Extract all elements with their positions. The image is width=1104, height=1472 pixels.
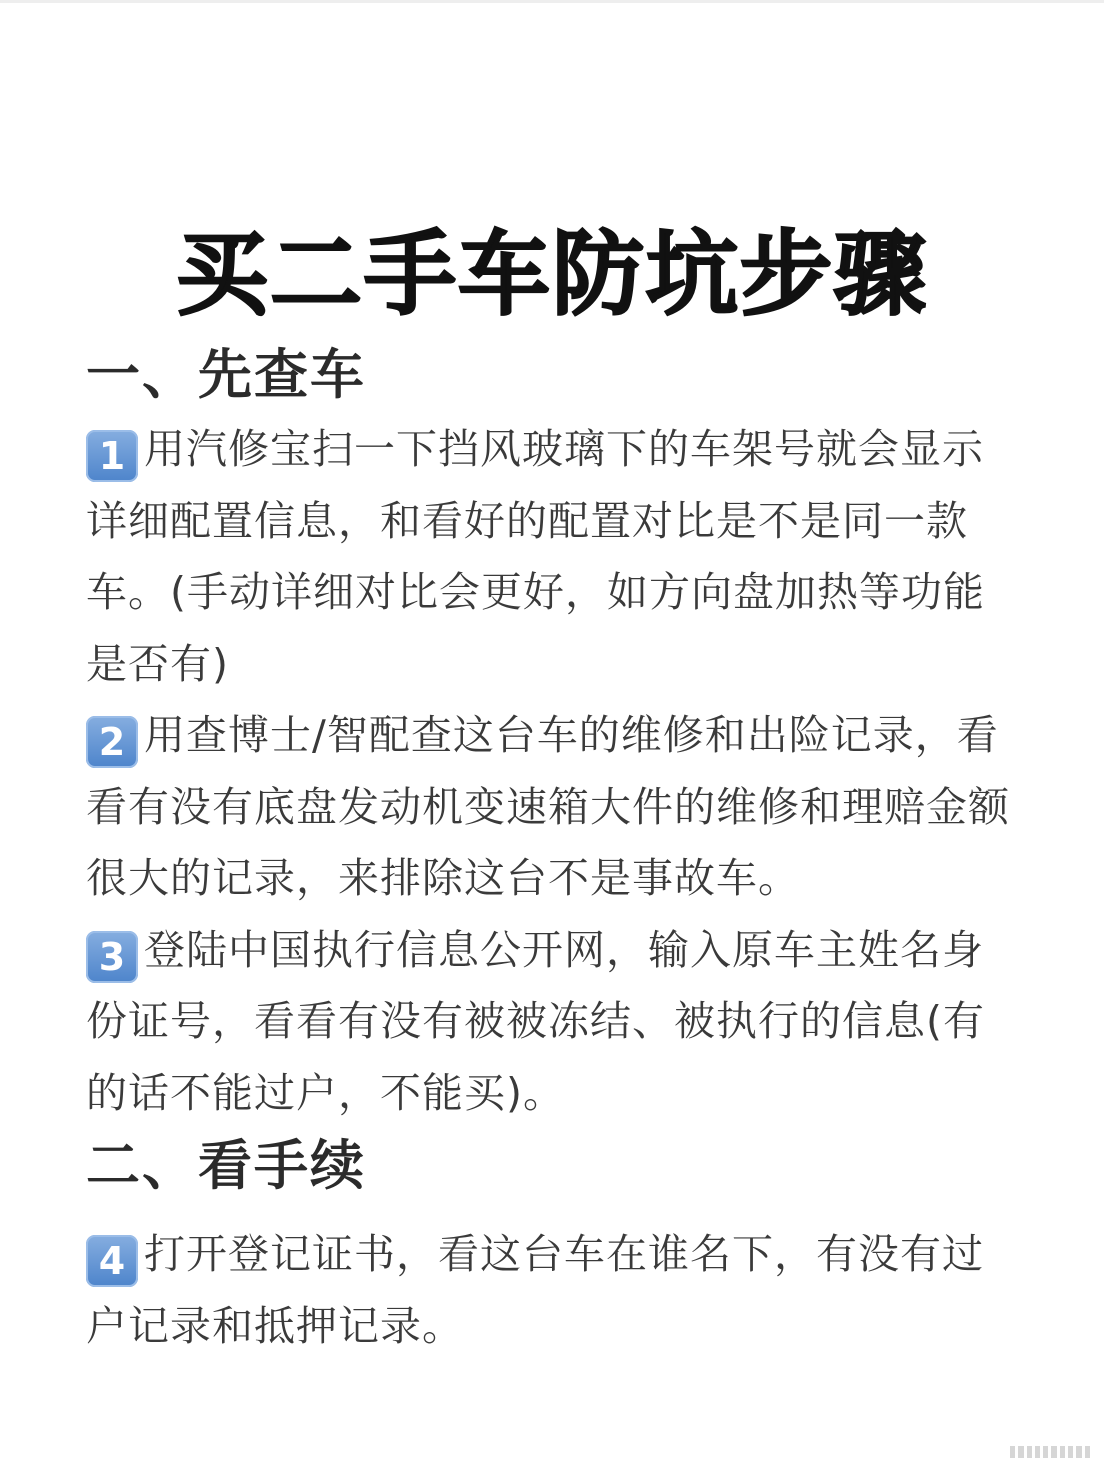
step-3 [86, 915, 1016, 1130]
number-1-icon: 1 [86, 430, 138, 482]
step-1-text: 用汽修宝扫一下挡风玻璃下的车架号就会显示详细配置信息，和看好的配置对比是不是同一款车。(手动详细对比会更好，如方向盘加热等功能是否有) [86, 425, 985, 688]
step-4 [86, 1219, 1016, 1362]
article-body [86, 330, 1016, 1362]
step-1 [86, 414, 1016, 700]
step-3-text: 登陆中国执行信息公开网，输入原车主姓名身份证号，看看有没有被被冻结、被执行的信息(有的话不能过户，不能买)。 [86, 925, 985, 1117]
watermark-icon [1010, 1446, 1090, 1458]
page-title: 买二手车防坑步骤 [175, 220, 928, 328]
number-3-icon: 3 [86, 931, 138, 983]
section-heading-check-car: 一、先查车 [86, 343, 366, 406]
number-4-icon: 4 [86, 1235, 138, 1287]
section-heading-check-paperwork: 二、看手续 [86, 1134, 366, 1197]
step-2-text: 用查博士/智配查这台车的维修和出险记录，看看有没有底盘发动机变速箱大件的维修和理赔金额很大的记录，来排除这台不是事故车。 [86, 711, 1010, 902]
step-2 [86, 700, 1016, 915]
step-4-text: 打开登记证书，看这台车在谁名下，有没有过户记录和抵押记录。 [86, 1230, 984, 1350]
top-divider [0, 0, 1104, 3]
number-2-icon: 2 [86, 716, 138, 768]
